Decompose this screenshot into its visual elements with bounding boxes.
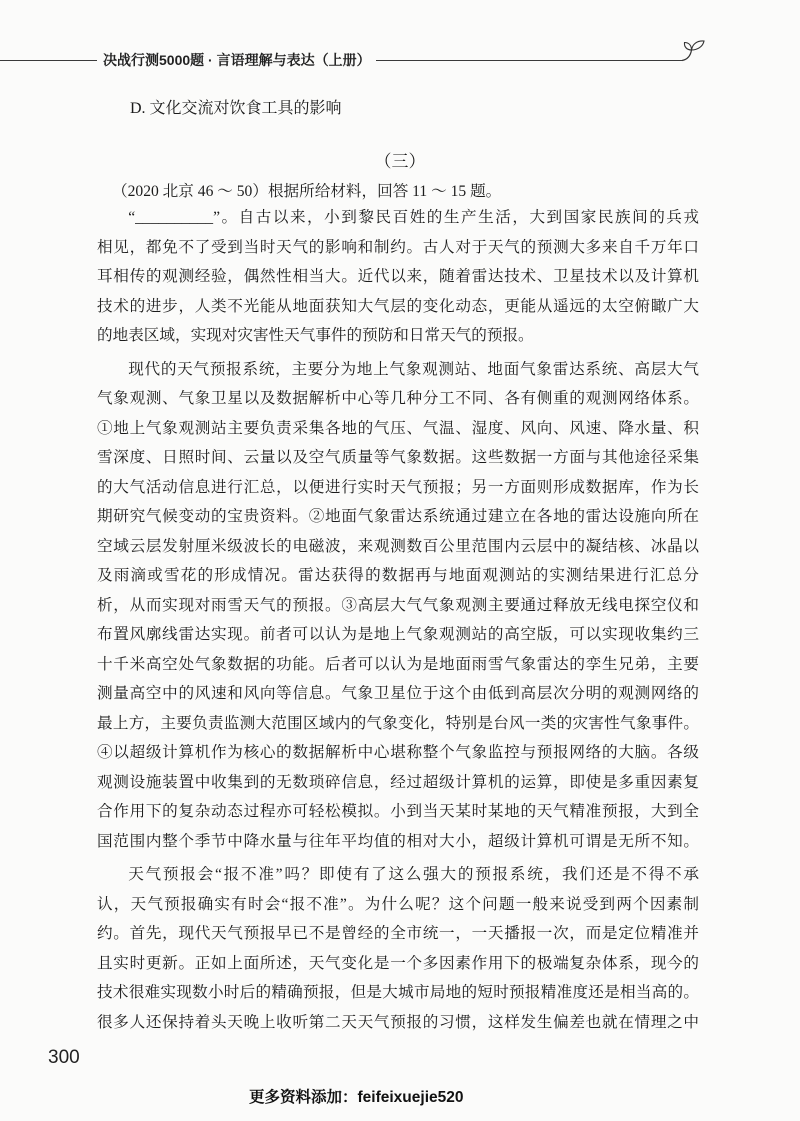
passage-line: 技术很难实现数小时后的精确预报，但是大城市局地的短时预报精准度还是相当高的。 (97, 984, 699, 1001)
section-heading: （三） (374, 152, 426, 171)
passage-line: 且实时更新。正如上面所述，天气变化是一个多因素作用下的极端复杂体系，现今的 (97, 954, 699, 972)
running-header-title: 决战行测5000题 · 言语理解与表达（上册） (103, 52, 371, 68)
passage-line: 测量高空中的风速和风向等信息。气象卫星位于这个由低到高层次分明的观测网络的 (97, 685, 699, 702)
passage-line: 期研究气候变动的宝贵资料。②地面气象雷达系统通过建立在各地的雷达设施向所在 (97, 508, 699, 525)
question-intro: （2020 北京 46 ～ 50）根据所给材料，回答 11 ～ 15 题。 (112, 183, 502, 200)
header-rule-right (376, 60, 682, 61)
passage-line: 合作用下的复杂动态过程亦可轻松模拟。小到当天某时某地的天气精准预报，大到全 (97, 803, 699, 820)
passage-line: 空域云层发射厘米级波长的电磁波，来观测数百公里范围内云层中的凝结核、冰晶以 (97, 537, 699, 555)
passage-line: ①地上气象观测站主要负责采集各地的气压、气温、湿度、风向、风速、降水量、积 (97, 419, 699, 437)
passage-line: 天气预报会“报不准”吗？即使有了这么强大的预报系统，我们还是不得不承 (128, 866, 699, 883)
passage-line: 观测设施装置中收集到的无数琐碎信息，经过超级计算机的运算，即使是多重因素复 (97, 773, 699, 791)
passage-line: 现代的天气预报系统，主要分为地上气象观测站、地面气象雷达系统、高层大气 (128, 360, 699, 378)
passage-line: 约。首先，现代天气预报早已不是曾经的全市统一，一天播报一次，而是定位精准并 (97, 925, 699, 942)
passage-paragraph-2 (97, 355, 699, 857)
passage-line: 耳相传的观测经验，偶然性相当大。近代以来，随着雷达技术、卫星技术以及计算机 (97, 268, 699, 285)
sprout-icon (681, 37, 707, 63)
passage-paragraph-3 (97, 860, 699, 1037)
passage-line: 认，天气预报确实有时会“报不准”。为什么呢？这个问题一般来说受到两个因素制 (97, 895, 699, 913)
passage-line: 析，从而实现对雨雪天气的预报。③高层大气气象观测主要通过释放无线电探空仪和 (97, 596, 699, 614)
passage-line: 布置风廓线雷达实现。前者可以认为是地上气象观测站的高空版，可以实现收集约三 (97, 626, 699, 643)
passage-line: 国范围内整个季节中降水量与往年平均值的相对大小，超级计算机可谓是无所不知。 (97, 832, 699, 850)
passage-line: “__________”。自古以来，小到黎民百姓的生产生活，大到国家民族间的兵戎 (128, 209, 699, 226)
page-number: 300 (48, 1047, 80, 1068)
passage-line: 相见，都免不了受到当时天气的影响和制约。古人对于天气的预测大多来自千万年口 (97, 238, 699, 256)
passage-line: 雪深度、日照时间、云量以及空气质量等气象数据。这些数据一方面与其他途径采集 (97, 449, 699, 466)
reading-passage (97, 203, 699, 1037)
passage-line: 十千米高空处气象数据的功能。后者可以认为是地面雨雪气象雷达的孪生兄弟，主要 (97, 655, 699, 673)
passage-line: 的地表区域，实现对灾害性天气事件的预防和日常天气的预报。 (97, 327, 534, 344)
passage-line: 最上方，主要负责监测大范围区域内的气象变化，特别是台风一类的灾害性气象事件。 (97, 714, 699, 732)
passage-line: 很多人还保持着头天晚上收听第二天天气预报的习惯，这样发生偏差也就在情理之中 (97, 1013, 699, 1031)
passage-paragraph-1 (97, 203, 699, 351)
footer-note: 更多资料添加：feifeixuejie520 (249, 1089, 464, 1106)
answer-option-d: D. 文化交流对饮食工具的影响 (130, 100, 342, 117)
header-rule-left (0, 60, 97, 61)
passage-line: 的大气活动信息进行汇总，以便进行实时天气预报；另一方面则形成数据库，作为长 (97, 478, 699, 496)
passage-line: 技术的进步，人类不光能从地面获知大气层的变化动态，更能从遥远的太空俯瞰广大 (97, 297, 699, 315)
passage-line: 及雨滴或雪花的形成情况。雷达获得的数据再与地面观测站的实测结果进行汇总分 (97, 567, 699, 584)
passage-line: ④以超级计算机作为核心的数据解析中心堪称整个气象监控与预报网络的大脑。各级 (97, 744, 699, 761)
passage-line: 气象观测、气象卫星以及数据解析中心等几种分工不同、各有侧重的观测网络体系。 (97, 390, 699, 407)
